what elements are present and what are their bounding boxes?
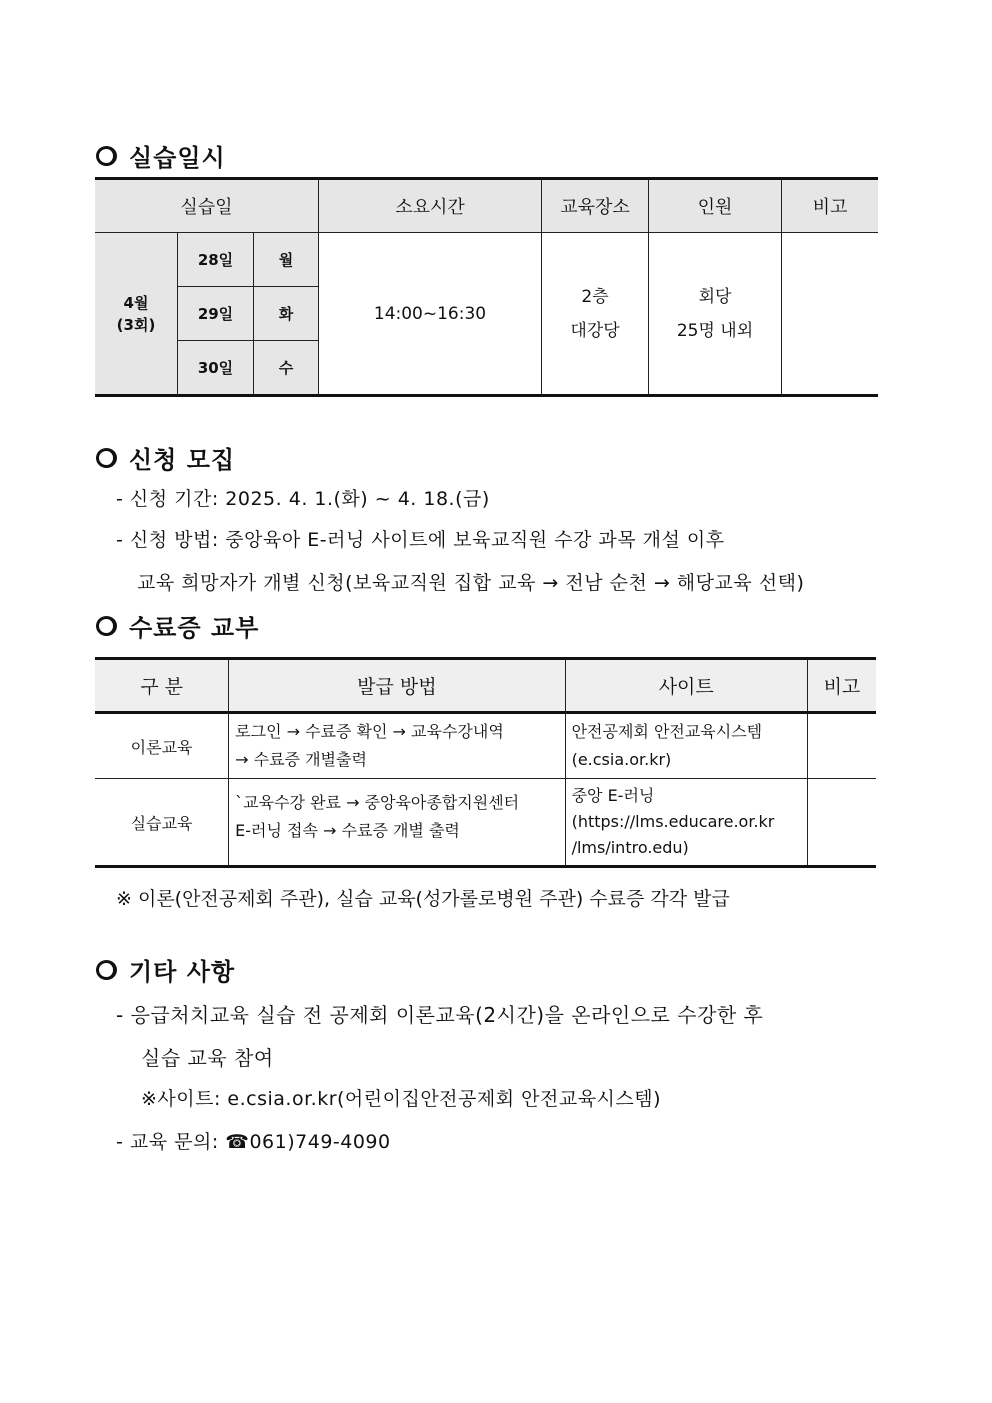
other-site-note: ※사이트: e.csia.or.kr(어린이집안전공제회 안전교육시스템) xyxy=(141,1088,662,1110)
section-title-text: 기타 사항 xyxy=(129,958,236,986)
section-title-other xyxy=(96,952,235,987)
header-note: 비고 xyxy=(782,179,879,233)
month-label: 4월 xyxy=(123,293,149,312)
header-practice-date: 실습일 xyxy=(95,179,319,233)
section-title-text: 수료증 교부 xyxy=(129,614,260,642)
location-floor: 2층 xyxy=(581,286,609,307)
application-method: - 신청 방법: 중앙육아 E-러닝 사이트에 보육교직원 수강 과목 개설 이후 xyxy=(116,529,725,551)
schedule-table xyxy=(95,177,878,397)
method-line: E-러닝 접속 → 수료증 개별 출력 xyxy=(235,821,460,840)
section-title-application xyxy=(96,440,235,475)
note-cell xyxy=(782,233,879,396)
header-site: 사이트 xyxy=(565,659,807,713)
section-title-text: 신청 모집 xyxy=(129,446,236,474)
site-url: (e.csia.or.kr) xyxy=(571,750,672,769)
other-item-prerequisite: - 응급처치교육 실습 전 공제회 이론교육(2시간)을 온라인으로 수강한 후 xyxy=(116,1003,764,1027)
site-name: 안전공제회 안전교육시스템 xyxy=(571,722,763,741)
header-people: 인원 xyxy=(649,179,782,233)
site-cell xyxy=(565,713,807,779)
header-category: 구 분 xyxy=(95,659,229,713)
category-cell: 이론교육 xyxy=(95,713,229,779)
table-row xyxy=(95,779,876,867)
location-hall: 대강당 xyxy=(570,320,620,341)
time-cell: 14:00~16:30 xyxy=(319,233,542,396)
site-url-cont: /lms/intro.edu) xyxy=(571,838,689,857)
month-cell xyxy=(95,233,178,396)
note-cell xyxy=(807,713,876,779)
header-issue-method: 발급 방법 xyxy=(229,659,565,713)
site-url: (https://lms.educare.or.kr xyxy=(571,812,775,831)
section-title-certificate xyxy=(96,608,259,643)
header-note: 비고 xyxy=(807,659,876,713)
method-line: 로그인 → 수료증 확인 → 교육수강내역 xyxy=(235,722,504,741)
site-name: 중앙 E-러닝 xyxy=(571,786,655,805)
application-method-cont: 교육 희망자가 개별 신청(보육교직원 집합 교육 → 전남 순천 → 해당교육 선택) xyxy=(137,572,805,594)
circle-bullet-icon xyxy=(96,616,117,636)
session-count: (3회) xyxy=(116,315,156,334)
header-duration: 소요시간 xyxy=(319,179,542,233)
day-cell: 30일 xyxy=(178,341,254,396)
table-row xyxy=(95,713,876,779)
people-count: 25명 내외 xyxy=(676,320,754,341)
method-cell xyxy=(229,713,565,779)
method-line: `교육수강 완료 → 중앙육아종합지원센터 xyxy=(235,793,520,812)
other-item-prerequisite-cont: 실습 교육 참여 xyxy=(141,1046,274,1070)
weekday-cell: 월 xyxy=(254,233,319,287)
circle-bullet-icon xyxy=(96,960,117,980)
method-line: → 수료증 개별출력 xyxy=(235,750,367,769)
certificate-table xyxy=(95,657,876,868)
circle-bullet-icon xyxy=(96,146,117,166)
table-header-row xyxy=(95,179,878,233)
site-cell xyxy=(565,779,807,867)
application-period: - 신청 기간: 2025. 4. 1.(화) ~ 4. 18.(금) xyxy=(116,488,490,510)
method-cell xyxy=(229,779,565,867)
day-cell: 29일 xyxy=(178,287,254,341)
other-contact: - 교육 문의: ☎061)749-4090 xyxy=(116,1131,391,1153)
weekday-cell: 수 xyxy=(254,341,319,396)
table-header-row xyxy=(95,659,876,713)
section-title-text: 실습일시 xyxy=(129,144,226,172)
day-cell: 28일 xyxy=(178,233,254,287)
location-cell xyxy=(542,233,649,396)
note-cell xyxy=(807,779,876,867)
category-cell: 실습교육 xyxy=(95,779,229,867)
table-row xyxy=(95,233,878,287)
circle-bullet-icon xyxy=(96,448,117,468)
people-cell xyxy=(649,233,782,396)
people-per-session: 회당 xyxy=(698,286,732,307)
weekday-cell: 화 xyxy=(254,287,319,341)
section-title-schedule xyxy=(96,138,226,173)
certificate-footnote: ※ 이론(안전공제회 주관), 실습 교육(성가롤로병원 주관) 수료증 각각 발급 xyxy=(116,888,730,910)
header-location: 교육장소 xyxy=(542,179,649,233)
